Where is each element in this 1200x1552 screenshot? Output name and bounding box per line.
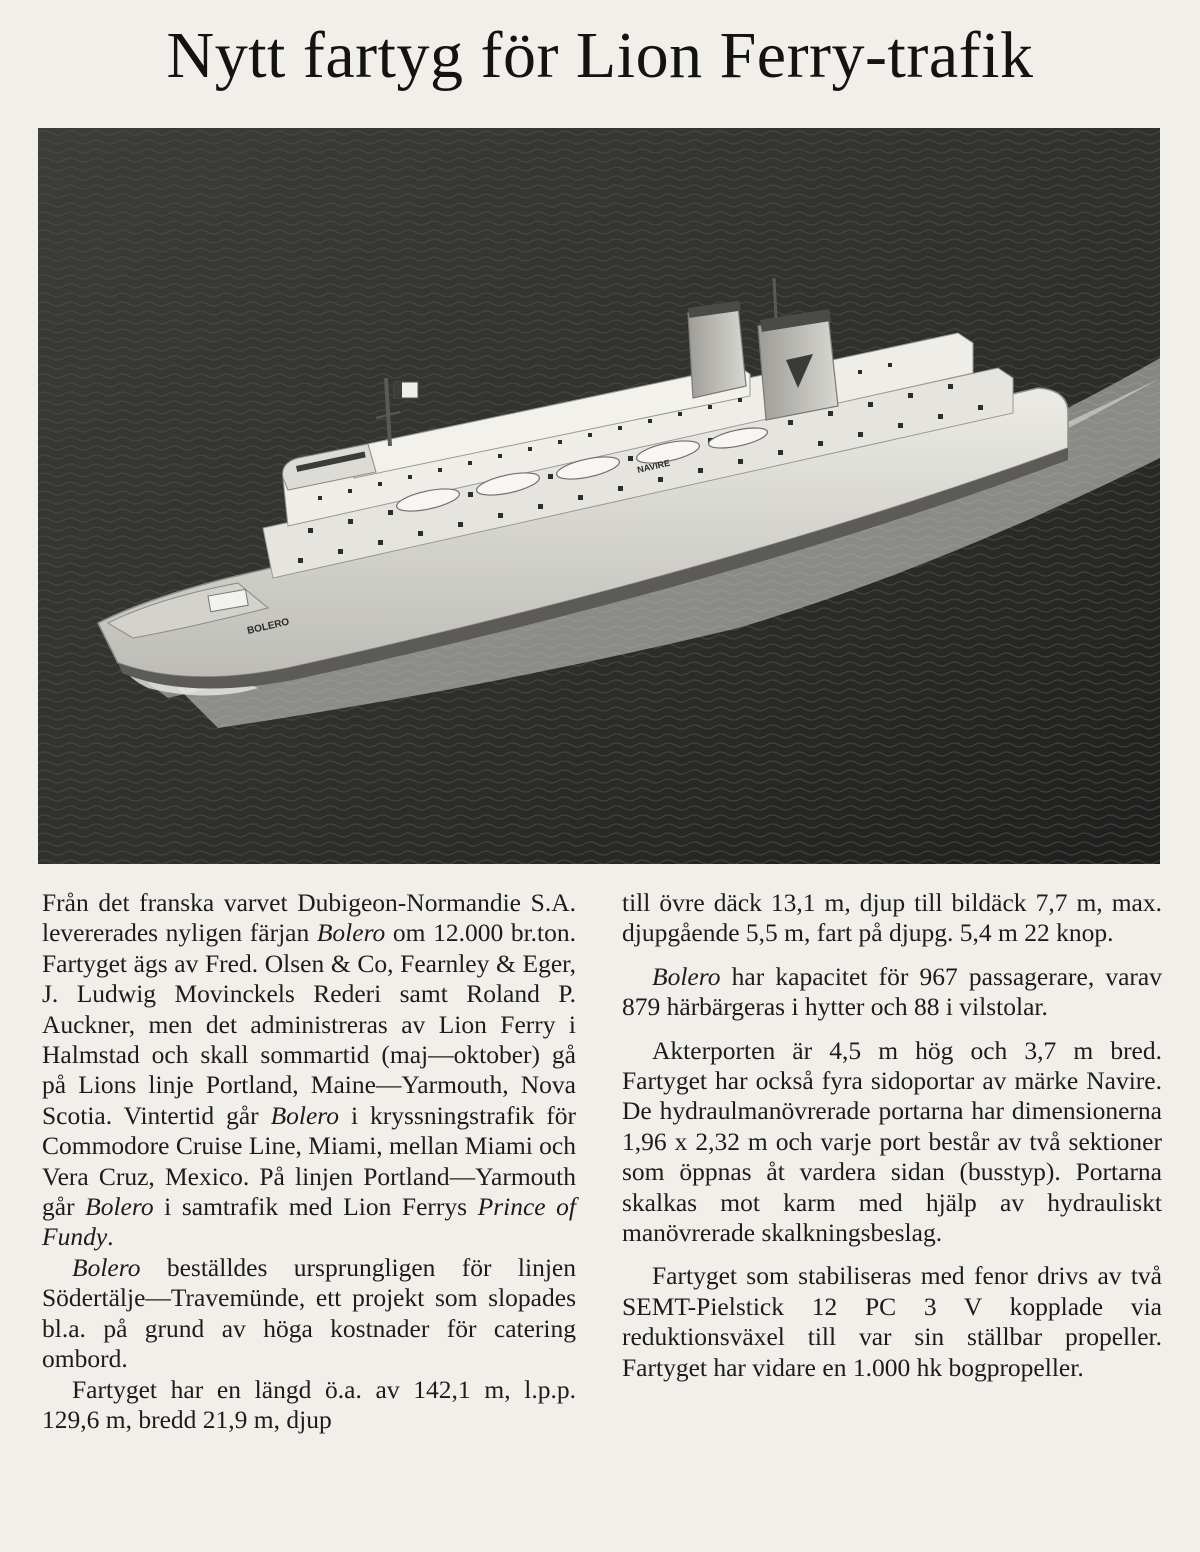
side-text: NAVIRE	[636, 457, 671, 475]
right-column	[622, 888, 1162, 1383]
paragraph: Bolero beställdes ursprungligen för linjen Södertälje—Travemünde, ett projekt som slopades bl.a. på grund av höga kostnader för catering ombord.	[42, 1252, 576, 1374]
paragraph: Akterporten är 4,5 m hög och 3,7 m bred. Fartyget har också fyra sidoportar av märke Navire. De hydraulmanövrerade portarna har dimensionerna 1,96 x 2,32 m och varje port består av två sektioner som öppnas åt vardera sidan (busstyp). Portarna skalkas mot karm med hjälp av hydrauliskt manövrerade skalkningsbeslag.	[622, 1035, 1162, 1248]
paragraph: Fartyget som stabiliseras med fenor drivs av två SEMT-Pielstick 12 PC 3 V kopplade via reduktionsväxel till var sin ställbar propeller. Fartyget har vidare en 1.000 hk bogpropeller.	[622, 1261, 1162, 1382]
ship-photo	[38, 128, 1160, 864]
ferry-illustration	[38, 128, 1160, 864]
paragraph: till övre däck 13,1 m, djup till bildäck 7,7 m, max. djupgående 5,5 m, fart på djupg. 5,4 m 22 knop.	[622, 888, 1162, 948]
paragraph: Fartyget har en längd ö.a. av 142,1 m, l.p.p. 129,6 m, bredd 21,9 m, djup	[42, 1374, 576, 1434]
hull-name: BOLERO	[246, 616, 291, 637]
paragraph: Från det franska varvet Dubigeon-Normandie S.A. levererades nyligen färjan Bolero om 12.000 br.ton. Fartyget ägs av Fred. Olsen & Co, Fearnley & Eger, J. Ludwig Movinckels Rederi samt Roland P. Auckner, men det administreras av Lion Ferry i Halmstad och skall sommartid (maj—oktober) gå på Lions linje Portland, Maine—Yarmouth, Nova Scotia. Vintertid går Bolero i kryssningstrafik för Commodore Cruise Line, Miami, mellan Miami och Vera Cruz, Mexico. På linjen Portland—Yarmouth går Bolero i samtrafik med Lion Ferrys Prince of Fundy.	[42, 888, 577, 1252]
paragraph: Bolero har kapacitet för 967 passagerare, varav 879 härbärgeras i hytter och 88 i vilstolar.	[622, 961, 1162, 1022]
left-column	[42, 888, 576, 1435]
headline: Nytt fartyg för Lion Ferry-trafik	[166, 19, 1034, 92]
